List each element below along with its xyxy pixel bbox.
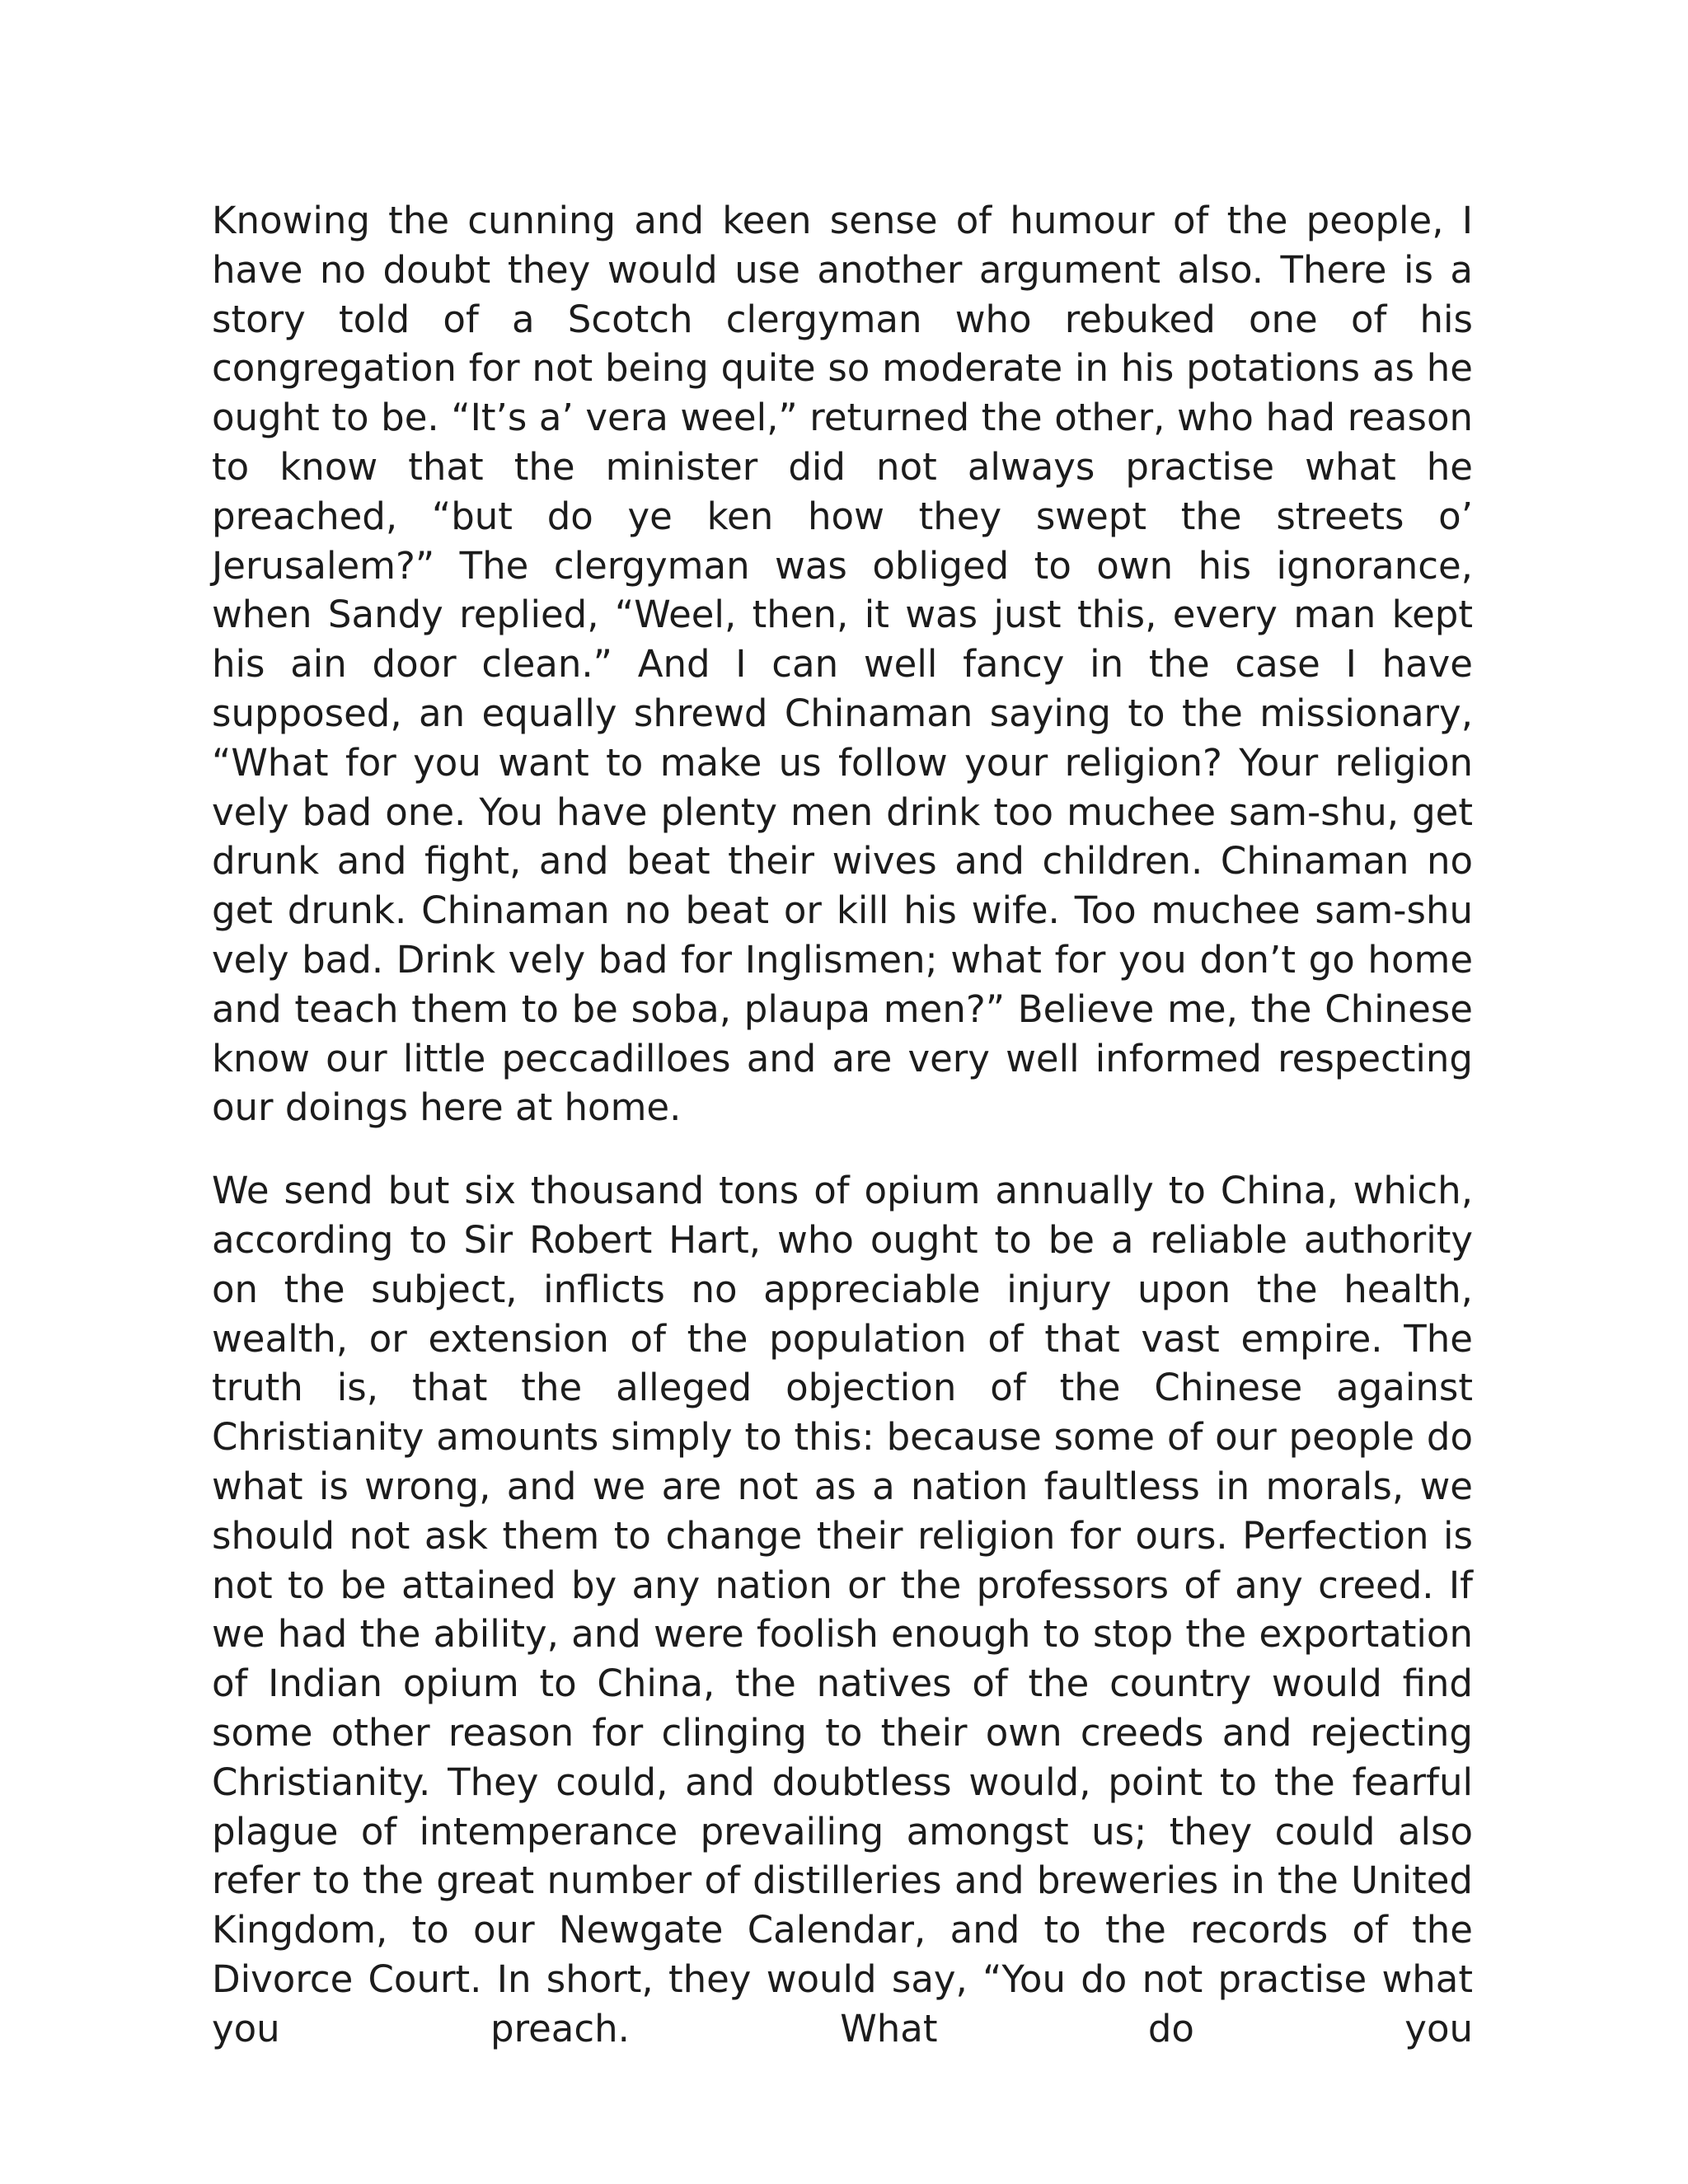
paragraph-1: Knowing the cunning and keen sense of humour of the people, I have no doubt they would use another argument also. There is a story told of a Scotch clergyman who rebuked one of his congregation for not being quite so moderate in his potations as he ought to be. “It’s a’ vera weel,” returned the other, who had reason to know that the minister did not always practise what he preached, “but do ye ken how they swept the streets o’ Jerusalem?” The clergyman was obliged to own his ignorance, when Sandy replied, “Weel, then, it was just this, every man kept his ain door clean.” And I can well fancy in the case I have supposed, an equally shrewd Chinaman saying to the missionary, “What for you want to make us follow your religion? Your religion vely bad one. You have plenty men drink too muchee sam-shu, get drunk and fight, and beat their wives and children. Chinaman no get drunk. Chinaman no beat or kill his wife. Too muchee sam-shu vely bad. Drink vely bad for Inglismen; what for you don’t go home and teach them to be soba, plaupa men?” Believe me, the Chinese know our little peccadilloes and are very well informed respecting our doings here at home.	[212, 199, 1473, 1130]
paragraph-2: We send but six thousand tons of opium annually to China, which, according to Sir Robert Hart, who ought to be a reliable authority on the subject, inflicts no appreciable injury upon the health, wealth, or extension of the population of that vast empire. The truth is, that the alleged objection of the Chinese against Christianity amounts simply to this: because some of our people do what is wrong, and we are not as a nation faultless in morals, we should not ask them to change their religion for ours. Perfection is not to be attained by any nation or the professors of any creed. If we had the ability, and were foolish enough to stop the exportation of Indian opium to China, the natives of the country would find some other reason for clinging to their own creeds and rejecting Christianity. They could, and doubtless would, point to the fearful plague of intemperance prevailing amongst us; they could also refer to the great number of distilleries and breweries in the United Kingdom, to our Newgate Calendar, and to the records of the Divorce Court. In short, they would say, “You do not practise what you preach. What do you	[212, 1169, 1473, 2050]
body-text	[212, 196, 1473, 2053]
